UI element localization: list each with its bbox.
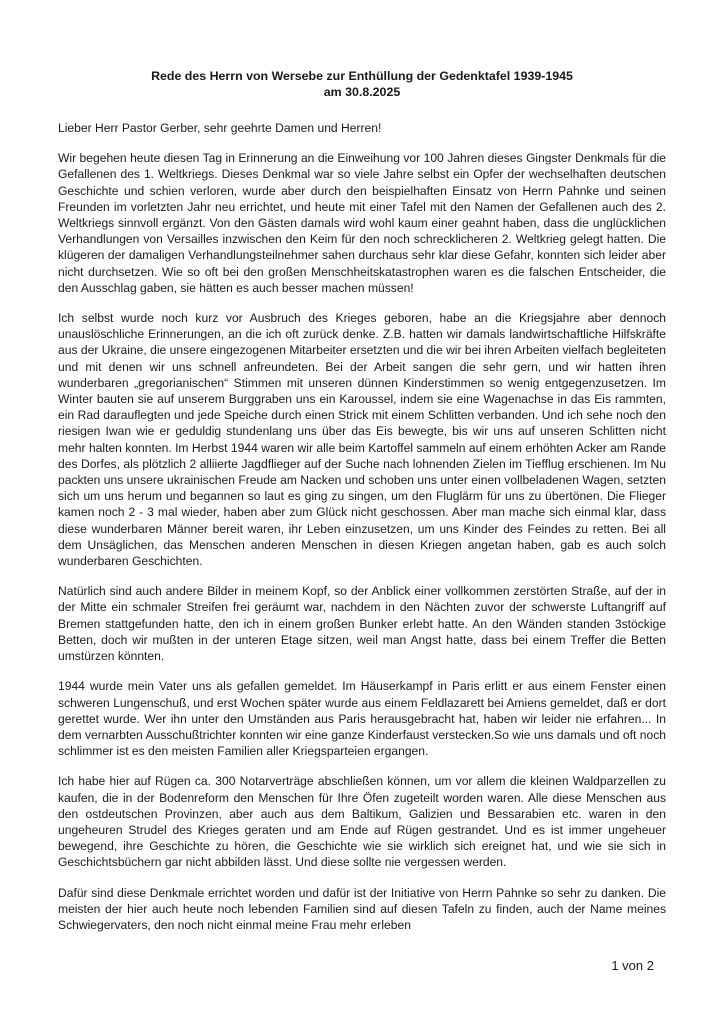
paragraph-1: Wir begehen heute diesen Tag in Erinnerung an die Einweihung vor 100 Jahren dieses Gingster Denkmals für die Gefallenen des 1. Weltkriegs. Dieses Denkmal war so viele Jahre selbst ein Opfer der wechselhaften deutschen Geschichte und schien verloren, wurde aber durch den beispielhaften Einsatz von Herrn Pahnke und seinen Freunden im vorletzten Jahr neu errichtet, und heute mit einer Tafel mit den Namen der Gefallenen auch des 2. Weltkriegs sinnvoll ergänzt. Von den Gästen damals wird wohl kaum einer geahnt haben, dass die unglücklichen Verhandlungen von Versailles inzwischen den Keim für den noch schrecklicheren 2. Weltkrieg gelegt hatten. Die klügeren der damaligen Verhandlungsteilnehmer sahen durchaus sehr klar diese Gefahr, konnten sich leider aber nicht durchsetzen. Wie so oft bei den großen Menschheitskatastrophen waren es die falschen Entscheider, die den Ausschlag gaben, sie hätten es auch besser machen müssen! (58, 151, 666, 295)
paragraph-5: Ich habe hier auf Rügen ca. 300 Notarverträge abschließen können, um vor allem die kleinen Waldparzellen zu kaufen, die in der Bodenreform den Menschen für Ihre Öfen zugeteilt worden waren. Alle diese Menschen aus den ostdeutschen Provinzen, aber auch aus dem Baltikum, Galizien und Bessarabien etc. waren in den ungeheuren Strudel des Krieges geraten und am Ende auf Rügen gestrandet. Und es ist immer ungeheuer bewegend, ihre Geschichte zu hören, die Geschichte wie sie wirklich sich ereignet hat, und wie sie sich in Geschichtsbüchern gar nicht abbilden lässt. Und diese sollte nie vergessen werden. (58, 774, 666, 870)
document-title (58, 68, 666, 100)
paragraph-6: Dafür sind diese Denkmale errichtet worden und dafür ist der Initiative von Herrn Pahnke so sehr zu danken. Die meisten der hier auch heute noch lebenden Familien sind auf diesen Tafeln zu finden, auch der Name meines Schwiegervaters, den noch nicht einmal meine Frau mehr erleben (58, 885, 666, 932)
title-line-1: Rede des Herrn von Wersebe zur Enthüllung der Gedenktafel 1939-1945 (151, 69, 573, 83)
paragraph-2: Ich selbst wurde noch kurz vor Ausbruch des Krieges geboren, habe an die Kriegsjahre aber dennoch unauslöschliche Erinnerungen, an die ich oft zurück denke. Z.B. hatten wir damals landwirtschaftliche Hilfskräfte aus der Ukraine, die unsere eingezogenen Mitarbeiter ersetzten und die wir bei ihren Arbeiten vielfach begleiteten und mit denen wir uns schnell anfreundeten. Bei der Arbeit sangen die sehr gern, und wir hatten ihren wunderbaren „gregorianischen“ Stimmen mit unseren dünnen Kinderstimmen so wenig entgegenzusetzen. Im Winter bauten sie auf unserem Burggraben uns ein Karoussel, indem sie eine Wagenachse in das Eis rammten, ein Rad darauflegten und jede Speiche durch einen Strick mit einem Schlitten verbanden. Und ich sehe noch den riesigen Iwan wie er geduldig stundenlang uns über das Eis bewegte, bis wir uns auf unseren Schlitten nicht mehr halten konnten. Im Herbst 1944 waren wir alle beim Kartoffel sammeln auf einem erhöhten Acker am Rande des Dorfes, als plötzlich 2 alliierte Jagdflieger auf der Suche nach lohnenden Zielen im Tiefflug erschienen. Im Nu packten uns unsere ukrainischen Freude am Nacken und schoben uns unter einen vollbeladenen Wagen, setzten sich um uns herum und begannen so laut es ging zu singen, um den Fluglärm für uns zu übertönen. Die Flieger kamen noch 2 - 3 mal wieder, haben aber zum Glück nicht geschossen. Aber man mache sich einmal klar, dass diese wunderbaren Männer bereit waren, ihr Leben einzusetzen, um uns Kinder des Feindes zu retten. Bei all dem Unsäglichen, das Menschen anderen Menschen in diesen Kriegen angetan haben, gab es auch solch wunderbaren Geschichten. (58, 311, 666, 569)
title-line-2: am 30.8.2025 (323, 85, 401, 99)
paragraph-4: 1944 wurde mein Vater uns als gefallen gemeldet. Im Häuserkampf in Paris erlitt er aus einem Fenster einen schweren Lungenschuß, und erst Wochen später wurde aus einem Feldlazarett bei Amiens gemeldet, daß er dort gerettet wurde. Wer ihn unter den Umständen aus Paris herausgebracht hat, haben wir leider nie erfahren... In dem vernarbten Ausschußtrichter konnten wir eine ganze Kinderfaust verstecken.So wie uns damals und oft noch schlimmer ist es den meisten Familien aller Kriegsparteien ergangen. (58, 679, 666, 759)
salutation: Lieber Herr Pastor Gerber, sehr geehrte Damen und Herren! (58, 121, 382, 135)
paragraph-3: Natürlich sind auch andere Bilder in meinem Kopf, so der Anblick einer vollkommen zerstörten Straße, auf der in der Mitte ein schmaler Streifen frei geräumt war, nachdem in den Nächten zuvor der schwerste Luftangriff auf Bremen stattgefunden hatte, den ich in einem großen Bunker erlebt hatte. An den Wänden standen 3stöckige Betten, doch wir mußten in der unteren Etage sitzen, weil man Angst hatte, dass bei einem Treffer die Betten umstürzen könnten. (58, 584, 666, 664)
page-number: 1 von 2 (611, 958, 654, 973)
